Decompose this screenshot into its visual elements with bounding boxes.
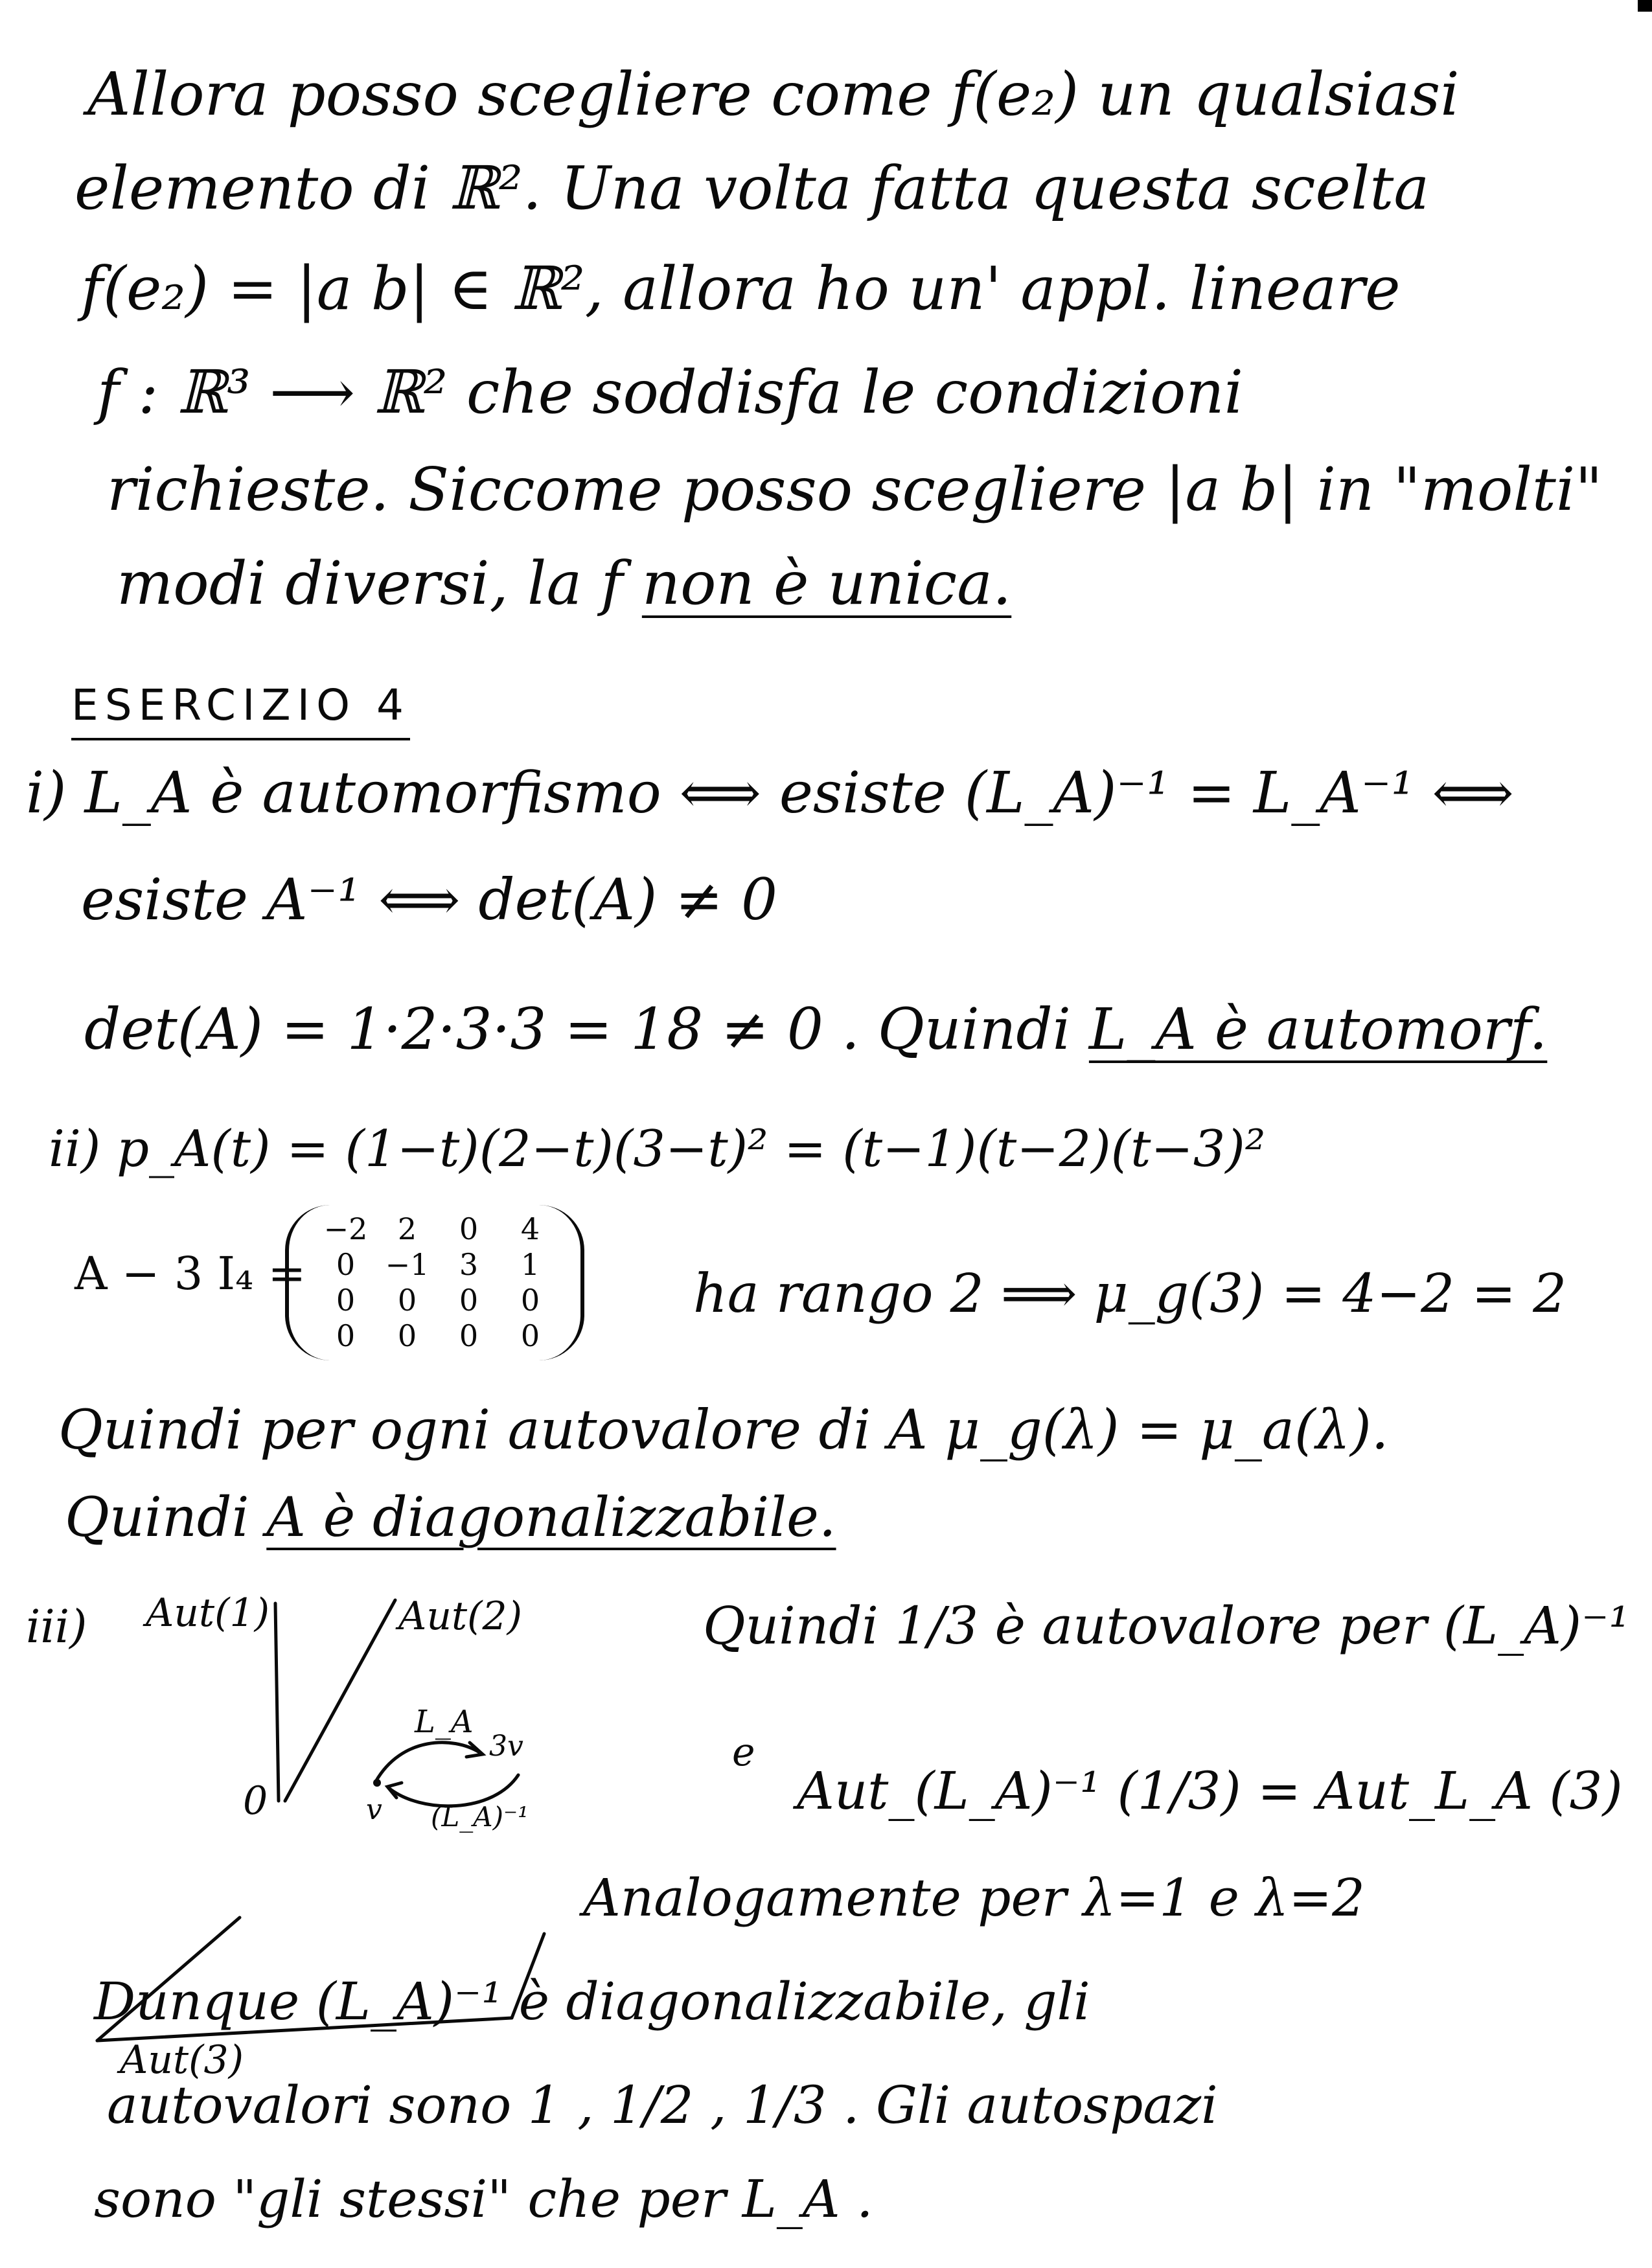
det-computation: det(A) = 1·2·3·3 = 18 ≠ 0 . Quindi bbox=[84, 996, 1071, 1062]
matrix-cell: 0 bbox=[459, 1211, 479, 1246]
text-line-6-start: modi diversi, la f bbox=[117, 549, 623, 618]
matrix-cell: 0 bbox=[459, 1283, 479, 1318]
eigen-multiplicity-line: Quindi per ogni autovalore di A μ_g(λ) = μ_a(λ). bbox=[58, 1398, 1389, 1461]
aut2-line bbox=[285, 1600, 395, 1801]
matrix-cell: 1 bbox=[520, 1247, 540, 1282]
text-line-1: Allora posso scegliere come f(e₂) un qualsiasi bbox=[87, 60, 1460, 129]
text-line-5: richieste. Siccome posso scegliere |a b| in "molti" bbox=[107, 455, 1603, 524]
sketch-la-label: L_A bbox=[415, 1704, 474, 1740]
sketch-aut3-label: Aut(3) bbox=[120, 2037, 244, 2083]
matrix-cell: 0 bbox=[336, 1318, 356, 1353]
matrix-cell: 3 bbox=[459, 1247, 479, 1282]
matrix-cell: 4 bbox=[520, 1211, 540, 1246]
sketch-origin-label: 0 bbox=[243, 1778, 268, 1824]
matrix-cell: 2 bbox=[397, 1211, 417, 1246]
text-line-2: elemento di ℝ². Una volta fatta questa scelta bbox=[75, 154, 1430, 223]
iii-right-line-2: e bbox=[732, 1730, 755, 1775]
item-i-line-2: esiste A⁻¹ ⟺ det(A) ≠ 0 bbox=[81, 866, 777, 933]
conclusion-line-1: Dunque (L_A)⁻¹ è diagonalizzabile, gli bbox=[94, 1971, 1090, 2032]
matrix-cell: −1 bbox=[385, 1247, 430, 1282]
matrix-label: A − 3 I₄ = bbox=[75, 1247, 306, 1300]
matrix-cell: 0 bbox=[520, 1283, 540, 1318]
sketch-la-inverse-label: (L_A)⁻¹ bbox=[431, 1801, 529, 1833]
not-unique-underlined: non è unica. bbox=[641, 549, 1012, 618]
conclusion-line-3: sono "gli stessi" che per L_A . bbox=[94, 2169, 873, 2229]
text-line-3: f(e₂) = |a b| ∈ ℝ², allora ho un' appl. lineare bbox=[81, 254, 1401, 323]
diagonalizable-underlined: A è diagonalizzabile. bbox=[266, 1485, 836, 1549]
aut1-line bbox=[275, 1603, 279, 1801]
iii-right-line-3: Aut_(L_A)⁻¹ (1/3) = Aut_L_A (3) bbox=[797, 1761, 1623, 1821]
automorphism-conclusion: L_A è automorf. bbox=[1088, 996, 1548, 1062]
matrix-cell: 0 bbox=[397, 1283, 417, 1318]
iii-right-line-1: Quindi 1/3 è autovalore per (L_A)⁻¹ bbox=[703, 1596, 1630, 1656]
conclusion-line-2: autovalori sono 1 , 1/2 , 1/3 . Gli autospazi bbox=[107, 2075, 1218, 2135]
sketch-aut2-label: Aut(2) bbox=[398, 1594, 523, 1639]
sketch-3v-label: 3v bbox=[489, 1730, 523, 1763]
item-i-line-1: i) L_A è automorfismo ⟺ esiste (L_A)⁻¹ = L_A⁻¹ ⟺ bbox=[26, 759, 1514, 826]
matrix-cell: 0 bbox=[336, 1247, 356, 1282]
vector-dot bbox=[373, 1779, 381, 1787]
la-arrow bbox=[376, 1743, 479, 1781]
iii-right-line-4: Analogamente per λ=1 e λ=2 bbox=[583, 1868, 1365, 1928]
diagonalizable-prefix: Quindi bbox=[65, 1485, 249, 1549]
item-iii-label: iii) bbox=[26, 1600, 87, 1653]
matrix-cell: 0 bbox=[459, 1318, 479, 1353]
text-line-4: f : ℝ³ ⟶ ℝ² che soddisfa le condizioni bbox=[97, 358, 1244, 427]
matrix-cell: −2 bbox=[323, 1211, 368, 1246]
matrix-cell: 0 bbox=[397, 1318, 417, 1353]
characteristic-polynomial: ii) p_A(t) = (1−t)(2−t)(3−t)² = (t−1)(t−2)(t−3)² bbox=[49, 1120, 1266, 1178]
rank-statement: ha rango 2 ⟹ μ_g(3) = 4−2 = 2 bbox=[693, 1263, 1567, 1325]
sketch-aut1-label: Aut(1) bbox=[146, 1590, 270, 1636]
matrix-cell: 0 bbox=[336, 1283, 356, 1318]
matrix-cell: 0 bbox=[520, 1318, 540, 1353]
sketch-v-label: v bbox=[366, 1793, 382, 1826]
exercise-heading: ESERCIZIO 4 bbox=[71, 680, 410, 740]
